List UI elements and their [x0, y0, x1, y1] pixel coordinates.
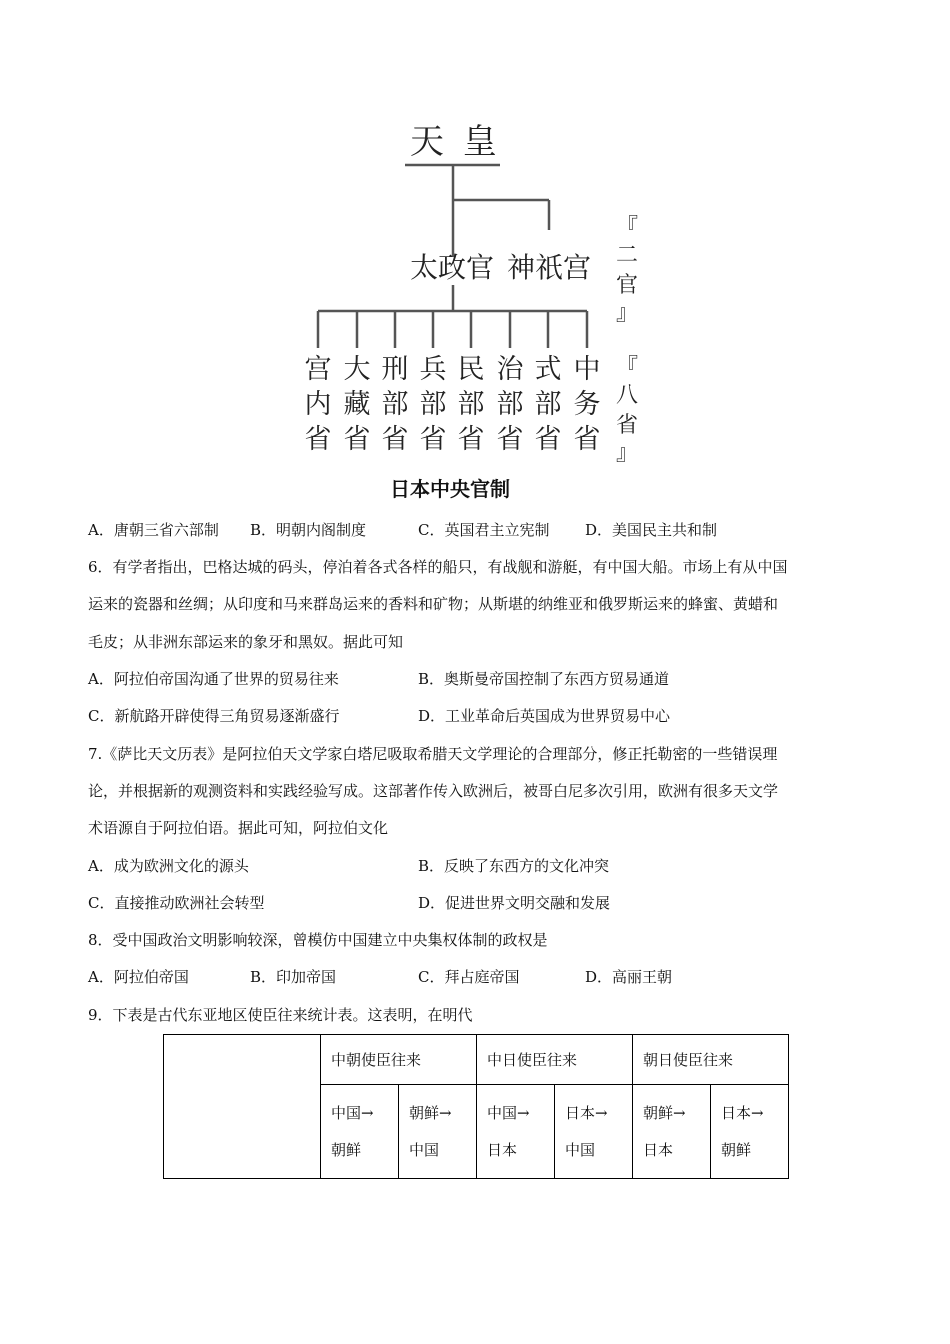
q7-option-c[interactable]: C．直接推动欧洲社会转型	[88, 894, 265, 912]
table-group-header: 中日使臣往来	[477, 1035, 633, 1085]
q8-option-a[interactable]: A．阿拉伯帝国	[88, 968, 189, 986]
two-officials-text: 二 官	[615, 243, 638, 298]
table-subheader-cell: 日本→ 中国	[555, 1085, 633, 1179]
q7-option-b[interactable]: B．反映了东西方的文化冲突	[418, 857, 610, 875]
table-corner-cell	[164, 1035, 321, 1179]
table-subheader-cell: 中国→ 朝鲜	[321, 1085, 399, 1179]
dajokan-label: 太政官	[410, 251, 495, 284]
q6-option-a[interactable]: A．阿拉伯帝国沟通了世界的贸易往来	[88, 670, 339, 688]
q8-option-b[interactable]: B．印加帝国	[250, 968, 337, 986]
q5-option-a[interactable]: A．唐朝三省六部制	[88, 521, 219, 539]
ministry-label: 治 部 省	[496, 354, 524, 455]
q8-stem: 8．受中国政治文明影响较深，曾模仿中国建立中央集权体制的政权是	[88, 931, 548, 949]
jingikan-label: 神祇宫	[507, 251, 592, 284]
ministry-label: 式 部 省	[534, 354, 562, 455]
q6-stem-line-3: 毛皮；从非洲东部运来的象牙和黑奴。据此可知	[88, 633, 404, 651]
ministry-label: 民 部 省	[457, 354, 485, 455]
q7-option-d[interactable]: D．促进世界文明交融和发展	[418, 894, 611, 912]
q5-option-b[interactable]: B．明朝内阁制度	[250, 521, 367, 539]
q6-stem-line-2: 运来的瓷器和丝绸；从印度和马来群岛运来的香料和矿物；从斯堪的纳维亚和俄罗斯运来的蜂蜜、黄蜡和	[88, 595, 779, 613]
q8-option-c[interactable]: C．拜占庭帝国	[418, 968, 520, 986]
q5-option-c[interactable]: C．英国君主立宪制	[418, 521, 550, 539]
q7-option-a[interactable]: A．成为欧洲文化的源头	[88, 857, 249, 875]
q8-option-d[interactable]: D．高丽王朝	[585, 968, 673, 986]
two-officials-bracket-label: 『 二 官 』	[615, 215, 638, 326]
q6-stem-line-1: 6．有学者指出，巴格达城的码头，停泊着各式各样的船只，有战舰和游艇，有中国大船。市场上有从中国	[88, 558, 788, 576]
eight-ministries-bracket-label: 『 八 省 』	[615, 355, 638, 466]
table-group-header: 中朝使臣往来	[321, 1035, 477, 1085]
q5-option-d[interactable]: D．美国民主共和制	[585, 521, 718, 539]
table-subheader-cell: 中国→ 日本	[477, 1085, 555, 1179]
ministry-label: 刑 部 省	[381, 354, 409, 455]
ministry-label: 宫 内 省	[304, 354, 332, 455]
eight-ministries-text: 八 省	[615, 383, 638, 438]
q6-option-b[interactable]: B．奥斯曼帝国控制了东西方贸易通道	[418, 670, 670, 688]
japan-official-system-diagram	[0, 0, 950, 501]
q6-option-c[interactable]: C．新航路开辟使得三角贸易逐渐盛行	[88, 707, 340, 725]
q6-option-d[interactable]: D．工业革命后英国成为世界贸易中心	[418, 707, 671, 725]
q7-stem-line-1: 7.《萨比天文历表》是阿拉伯天文学家白塔尼吸取希腊天文学理论的合理部分，修正托勒密的一些错误理	[88, 745, 778, 763]
q7-stem-line-2: 论，并根据新的观测资料和实践经验写成。这部著作传入欧洲后，被哥白尼多次引用，欧洲有很多天文学	[88, 782, 779, 800]
ministry-label: 兵 部 省	[419, 354, 447, 455]
emperor-label: 天 皇	[410, 122, 501, 162]
ministry-label: 中 务 省	[573, 354, 601, 455]
table-subheader-cell: 日本→ 朝鲜	[711, 1085, 789, 1179]
envoy-exchange-table	[163, 1034, 789, 1179]
table-subheader-cell: 朝鲜→ 中国	[399, 1085, 477, 1179]
table-subheader-cell: 朝鲜→ 日本	[633, 1085, 711, 1179]
ministry-label: 大 藏 省	[343, 354, 371, 455]
q9-stem: 9．下表是古代东亚地区使臣往来统计表。这表明，在明代	[88, 1006, 473, 1024]
table-group-header: 朝日使臣往来	[633, 1035, 789, 1085]
q7-stem-line-3: 术语源自于阿拉伯语。据此可知，阿拉伯文化	[88, 819, 389, 837]
diagram-caption: 日本中央官制	[390, 477, 510, 501]
